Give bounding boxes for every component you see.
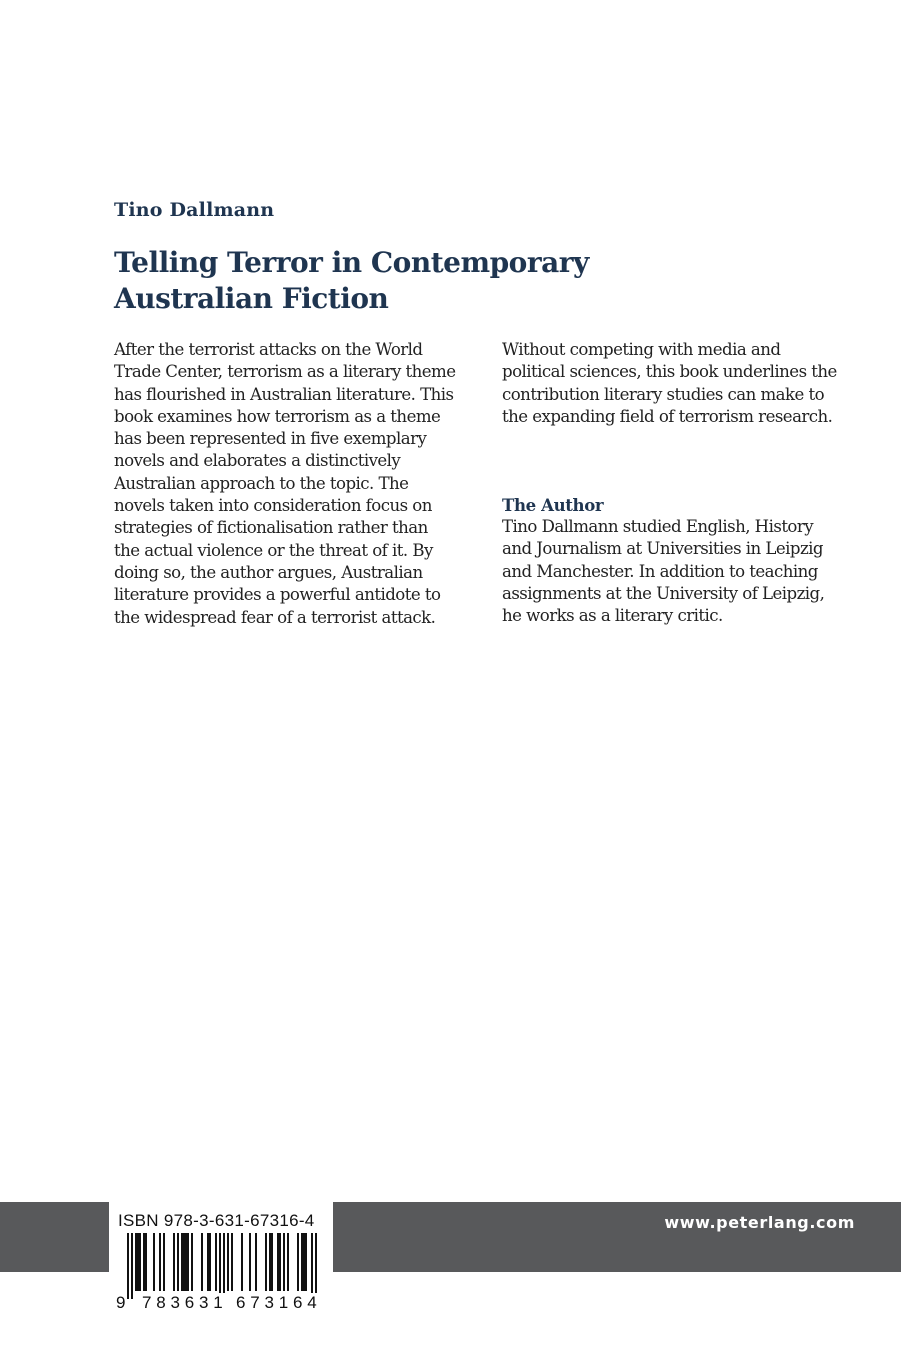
barcode-bar (283, 1233, 285, 1291)
barcode-guard-bar (315, 1233, 317, 1299)
footer-band-left (0, 1202, 109, 1272)
blurb-line: has been represented in five exemplary (114, 429, 427, 449)
barcode-guard-bar (219, 1233, 221, 1299)
ean-right-digits: 673164 (236, 1293, 322, 1312)
blurb-line: doing so, the author argues, Australian (114, 562, 423, 582)
title-line: Australian Fiction (114, 282, 389, 315)
barcode-bar (297, 1233, 299, 1291)
blurb-line: Australian approach to the topic. The (114, 473, 409, 493)
barcode-bar (279, 1233, 281, 1291)
blurb-line: literature provides a powerful antidote to (114, 585, 441, 605)
barcode-bar (191, 1233, 193, 1291)
blurb-line: political sciences, this book underlines the (502, 362, 837, 382)
book-title (114, 245, 674, 317)
barcode-bar (173, 1233, 175, 1291)
barcode-bar (227, 1233, 229, 1291)
barcode-bar (143, 1233, 145, 1291)
barcode-bar (215, 1233, 217, 1291)
barcode-bar (255, 1233, 257, 1291)
barcode-bar (265, 1233, 267, 1291)
barcode-bar (137, 1233, 139, 1291)
barcode-bar (303, 1233, 305, 1291)
bio-line: Tino Dallmann studied English, History (502, 517, 814, 536)
bio-line: and Manchester. In addition to teaching (502, 561, 818, 581)
barcode-bar (187, 1233, 189, 1291)
blurb-line: After the terrorist attacks on the World (114, 340, 423, 359)
publisher-website: www.peterlang.com (664, 1213, 855, 1232)
ean-left-digits: 783631 (142, 1293, 228, 1312)
blurb-line: the expanding field of terrorism research. (502, 406, 833, 426)
barcode-bar (145, 1233, 147, 1291)
blurb-line: the actual violence or the threat of it. By (114, 540, 433, 560)
barcode-bar (185, 1233, 187, 1291)
bio-line: assignments at the University of Leipzig, (502, 583, 825, 603)
barcode-bar (269, 1233, 271, 1291)
barcode-bar (181, 1233, 183, 1291)
barcode-bar (177, 1233, 179, 1291)
barcode-bar (209, 1233, 211, 1291)
barcode-bar (163, 1233, 165, 1291)
bio-line: he works as a literary critic. (502, 606, 723, 626)
barcode-bar (271, 1233, 273, 1291)
blurb-line: novels taken into consideration focus on (114, 496, 432, 516)
blurb-right-column (502, 339, 872, 428)
title-line: Telling Terror in Contemporary (114, 246, 589, 279)
barcode-bar (159, 1233, 161, 1291)
blurb-line: Without competing with media and (502, 340, 781, 359)
blurb-line: has flourished in Australian literature. This (114, 384, 454, 404)
barcode-bar (305, 1233, 307, 1291)
barcode-bar (153, 1233, 155, 1291)
blurb-line: book examines how terrorism as a theme (114, 406, 441, 426)
barcode-bar (241, 1233, 243, 1291)
blurb-left-column (114, 339, 474, 629)
barcode-guard-bar (131, 1233, 133, 1299)
barcode-guard-bar (311, 1233, 313, 1299)
about-author-bio (502, 516, 872, 627)
bio-line: and Journalism at Universities in Leipzig (502, 539, 823, 559)
barcode-bar (287, 1233, 289, 1291)
barcode-bar (135, 1233, 137, 1291)
blurb-line: strategies of fictionalisation rather than (114, 518, 428, 538)
barcode-bar (231, 1233, 233, 1291)
author-name: Tino Dallmann (114, 199, 275, 221)
blurb-line: Trade Center, terrorism as a literary theme (114, 362, 456, 382)
barcode-bar (277, 1233, 279, 1291)
ean-first-digit: 9 (116, 1293, 126, 1312)
barcode-guard-bar (223, 1233, 225, 1299)
blurb-line: novels and elaborates a distinctively (114, 451, 401, 471)
barcode-guard-bar (127, 1233, 129, 1299)
barcode-bar (249, 1233, 251, 1291)
about-author-heading: The Author (502, 495, 604, 515)
barcode-bar (183, 1233, 185, 1291)
barcode-bar (207, 1233, 209, 1291)
barcode-bar (201, 1233, 203, 1291)
barcode-bar (139, 1233, 141, 1291)
blurb-line: contribution literary studies can make to (502, 384, 825, 404)
barcode-bar (301, 1233, 303, 1291)
blurb-line: the widespread fear of a terrorist attack. (114, 607, 436, 627)
isbn-label: ISBN 978-3-631-67316-4 (118, 1211, 315, 1230)
